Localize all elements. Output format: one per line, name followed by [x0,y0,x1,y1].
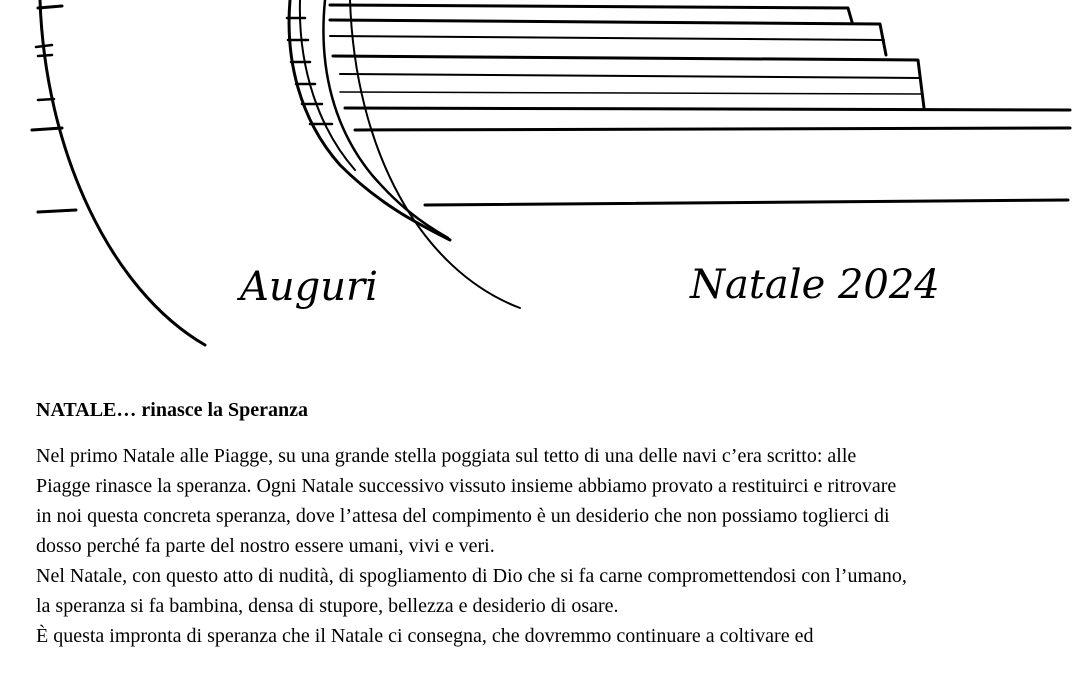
deck-line [355,128,1070,130]
greeting-text: Auguri [240,264,378,310]
article-line: Piagge rinasce la speranza. Ogni Natale successivo vissuto insieme abbiamo provato a restituirci e ritrovare [36,475,897,497]
article-line: la speranza si fa bambina, densa di stupore, bellezza e desiderio di osare. [36,595,619,617]
occasion-text: Natale 2024 [690,262,940,308]
deck-line [340,92,922,94]
hull-curve [40,0,205,345]
deck-line [345,108,1070,110]
article-body [36,395,1046,651]
deck-line [340,74,920,78]
dash-mark [32,128,62,130]
dash-mark [38,99,54,100]
article-line: dosso perché fa parte del nostro essere umani, vivi e veri. [36,535,495,557]
flourish-curve [350,0,520,308]
article-title: NATALE… rinasce la Speranza [36,399,309,421]
article-line: È questa impronta di speranza che il Natale ci consegna, che dovremmo continuare a coltivare ed [36,625,814,647]
deck-line [333,56,924,108]
dash-mark [38,210,76,212]
article-line: in noi questa concreta speranza, dove l’attesa del compimento è un desiderio che non possiamo toglierci di [36,505,890,527]
article-line: Nel primo Natale alle Piagge, su una grande stella poggiata sul tetto di una delle navi c’era scritto: alle [36,445,857,467]
dash-mark [38,6,62,8]
article-line: Nel Natale, con questo atto di nudità, di spogliamento di Dio che si fa carne compromettendosi con l’umano, [36,565,907,587]
deck-line [330,36,884,40]
deck-line [425,200,1068,205]
